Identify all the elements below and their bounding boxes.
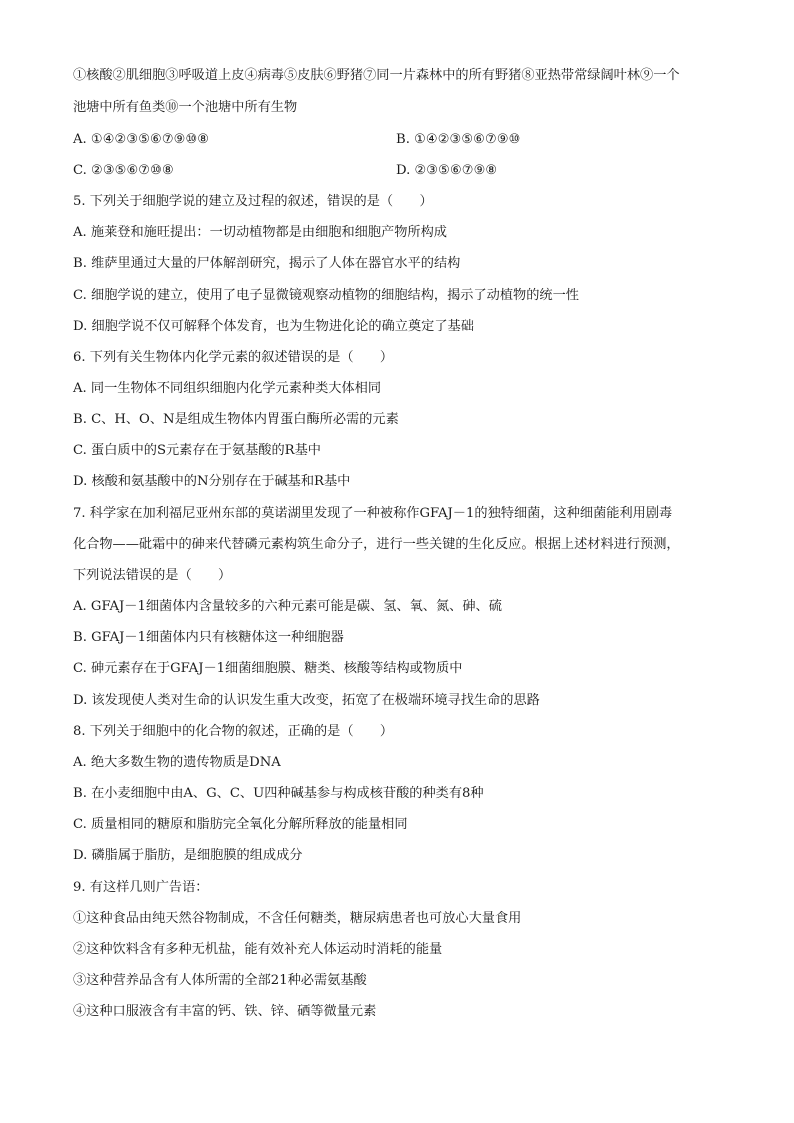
q5-option-d: D. 细胞学说不仅可解释个体发育，也为生物进化论的确立奠定了基础 <box>73 319 474 334</box>
q6-option-c: C. 蛋白质中的S元素存在于氨基酸的R基中 <box>73 443 321 458</box>
q5-option-b: B. 维萨里通过大量的尸体解剖研究，揭示了人体在器官水平的结构 <box>73 256 461 271</box>
q4-option-b: B. ①④②③⑤⑥⑦⑨⑩ <box>396 132 521 147</box>
q5-option-c: C. 细胞学说的建立，使用了电子显微镜观察动植物的细胞结构，揭示了动植物的统一性 <box>73 288 579 303</box>
q7-option-d: D. 该发现使人类对生命的认识发生重大改变，拓宽了在极端环境寻找生命的思路 <box>73 693 540 708</box>
q9-item-3: ③这种营养品含有人体所需的全部21种必需氨基酸 <box>73 973 367 988</box>
q9-item-4: ④这种口服液含有丰富的钙、铁、锌、硒等微量元素 <box>73 1004 377 1019</box>
q6-option-d: D. 核酸和氨基酸中的N分别存在于碱基和R基中 <box>73 474 351 489</box>
q8-option-b: B. 在小麦细胞中由A、G、C、U四种碱基参与构成核苷酸的种类有8种 <box>73 786 484 801</box>
q4-option-c: C. ②③⑤⑥⑦⑩⑧ <box>73 163 174 178</box>
q8-option-a: A. 绝大多数生物的遗传物质是DNA <box>73 755 281 770</box>
q6-stem: 6. 下列有关生物体内化学元素的叙述错误的是（ ） <box>73 350 394 365</box>
q7-option-a: A. GFAJ－1细菌体内含量较多的六种元素可能是碳、氢、氧、氮、砷、硫 <box>73 599 502 614</box>
q8-option-d: D. 磷脂属于脂肪，是细胞膜的组成成分 <box>73 848 303 863</box>
q5-stem: 5. 下列关于细胞学说的建立及过程的叙述，错误的是（ ） <box>73 194 433 209</box>
q9-stem: 9. 有这样几则广告语： <box>73 880 209 895</box>
q6-option-b: B. C、H、O、N是组成生物体内胃蛋白酶所必需的元素 <box>73 412 399 427</box>
q4-stem-line2: 池塘中所有鱼类⑩一个池塘中所有生物 <box>73 100 298 115</box>
q9-item-2: ②这种饮料含有多种无机盐，能有效补充人体运动时消耗的能量 <box>73 942 443 957</box>
q8-stem: 8. 下列关于细胞中的化合物的叙述，正确的是（ ） <box>73 724 394 739</box>
q7-option-c: C. 砷元素存在于GFAJ－1细菌细胞膜、糖类、核酸等结构或物质中 <box>73 661 463 676</box>
q6-option-a: A. 同一生物体不同组织细胞内化学元素种类大体相同 <box>73 381 382 396</box>
q7-option-b: B. GFAJ－1细菌体内只有核糖体这一种细胞器 <box>73 630 344 645</box>
q7-stem-line2: 化合物——砒霜中的砷来代替磷元素构筑生命分子，进行一些关键的生化反应。根据上述材料进行预测， <box>73 537 680 552</box>
q7-stem-line3: 下列说法错误的是（ ） <box>73 568 232 583</box>
q5-option-a: A. 施莱登和施旺提出：一切动植物都是由细胞和细胞产物所构成 <box>73 225 447 240</box>
q4-option-a: A. ①④②③⑤⑥⑦⑨⑩⑧ <box>73 132 210 147</box>
q4-stem-line1: ①核酸②肌细胞③呼吸道上皮④病毒⑤皮肤⑥野猪⑦同一片森林中的所有野猪⑧亚热带常绿阔叶林⑨一个 <box>73 68 680 83</box>
q7-stem-line1: 7. 科学家在加利福尼亚州东部的莫诺湖里发现了一种被称作GFAJ－1的独特细菌，这种细菌能利用剧毒 <box>73 506 673 521</box>
q9-item-1: ①这种食品由纯天然谷物制成，不含任何糖类，糖尿病患者也可放心大量食用 <box>73 911 522 926</box>
q8-option-c: C. 质量相同的糖原和脂肪完全氧化分解所释放的能量相同 <box>73 817 408 832</box>
q4-option-d: D. ②③⑤⑥⑦⑨⑧ <box>396 163 498 178</box>
